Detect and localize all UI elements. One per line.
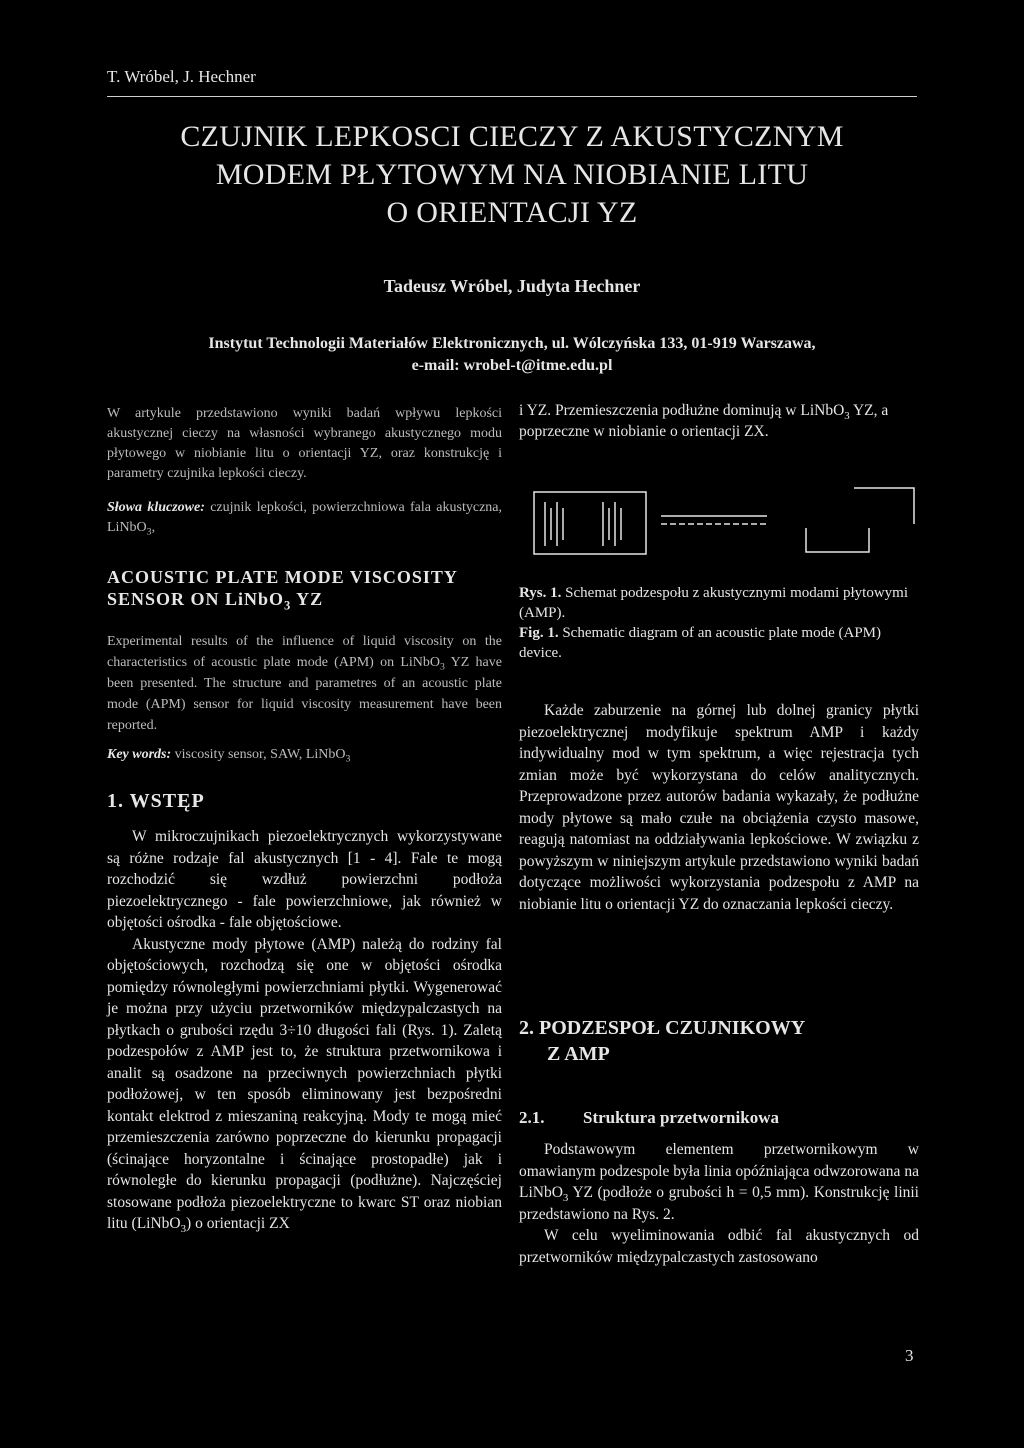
section-2-paragraph-1: Podstawowym elementem przetwornikowym w omawianym podzespole była linia opóźniająca odwzorowana na LiNbO$_3$ YZ (podłoże o grubości h = 0,5 mm). Konstrukcję linii przedstawiono na Rys. 2.	[519, 1141, 919, 1223]
section-1-body	[107, 826, 502, 1235]
plate-side-view	[661, 516, 767, 524]
keywords-en: Key words: viscosity sensor, SAW, LiNbO$_3$	[107, 747, 351, 765]
figure-1-caption	[519, 583, 919, 663]
title-line-2: MODEM PŁYTOWYM NA NIOBIANIE LITU	[215, 158, 809, 191]
section-2-paragraph-2: W celu wyeliminowania odbić fal akustycznych od przetworników międzypalczastych zastosowano	[519, 1227, 919, 1266]
affiliation	[107, 333, 917, 377]
section-1-paragraph-2: Akustyczne mody płytowe (AMP) należą do rodziny fal objętościowych, rozchodzą się one w objętości ośrodka pomiędzy równoległymi powierzchniami płytki. Wygenerować je można przy użyciu przetworników międzypalczastych na płytkach o grubości rzędu 3÷10 długości fali (Rys. 1). Zaletą podzespołów z AMP jest to, że struktura przetwornikowa i analit są osadzone na przeciwnych powierzchniach płytki podłożowej, w ten sposób eliminowany jest bezpośredni kontakt elektrod z mieszaniną reakcyjną. Mody te mogą mieć przemieszczenia zarówno poprzeczne do kierunku propagacji (ścinające horyzontalne i ścinające prostopadłe) jak i równoległe do kierunku propagacji (podłużne). Najczęściej stosowane podłoża piezoelektryczne to kwarc ST oraz niobian litu (LiNbO$_3$) o orientacji ZX	[107, 935, 502, 1235]
keywords-en-text: viscosity sensor, SAW, LiNbO	[174, 747, 346, 762]
english-title-line-2: SENSOR ON LiNbO$_3$ YZ	[107, 589, 324, 613]
right-paragraph-1: Każde zaburzenie na górnej lub dolnej granicy płytki piezoelektrycznej modyfikuje spektrum AMP i każdy indywidualny mod w tym spektrum, a więc rejestracja tych zmian może być wykorzystana do celów analitycznych. Przeprowadzone przez autorów badania wykazały, że podłużne mody płytowe są mało czułe na obciążenia czysto masowe, reagują natomiast na oddziaływania lepkościowe. W związku z powyższym w niniejszym artykule przedstawiono wyniki badań dotyczące możliwości wykorzystania podzespołu z AMP na niobianie litu o orientacji YZ do oznaczania lepkości cieczy.	[519, 702, 919, 913]
section-1-paragraph-1: W mikroczujnikach piezoelektrycznych wykorzystywane są różne rodzaje fal akustycznych [1 - 4]. Fale te mogą rozchodzić się wzdłuż powierzchni podłoża piezoelektrycznego - fale powierzchniowe, jak również w objętości ośrodka - fale objętościowe.	[107, 828, 502, 931]
keywords-pl-text: czujnik lepkości, powierzchniowa fala akustyczna, LiNbO	[107, 500, 502, 535]
section-2-1-title: Struktura przetwornikowa	[583, 1108, 779, 1127]
caption-en: Fig. 1. Schematic diagram of an acoustic plate mode (APM) device.	[519, 625, 881, 661]
figure-1-diagram	[519, 480, 919, 560]
keywords-pl-label: Słowa kluczowe:	[107, 500, 205, 515]
paper-title	[107, 118, 917, 232]
authors: Tadeusz Wróbel, Judyta Hechner	[383, 276, 641, 296]
title-line-3: O ORIENTACJI YZ	[386, 196, 638, 229]
keywords-pl	[107, 498, 502, 538]
section-2-1-number: 2.1.	[519, 1108, 545, 1127]
caption-pl: Rys. 1. Schemat podzespołu z akustycznymi modami płytowymi (AMP).	[519, 585, 909, 621]
idt-right	[603, 502, 621, 546]
keywords-en-label: Key words:	[107, 747, 172, 762]
page-number: 3	[905, 1346, 914, 1365]
section-2-1-heading	[519, 1108, 779, 1128]
abstract-en: Experimental results of the influence of liquid viscosity on the characteristics of acoustic plate mode (APM) on LiNbO$_3$ YZ have been presented. The structure and parametres of an acoustic plate mode (APM) sensor for liquid viscosity measurement have been reported.	[107, 634, 502, 733]
english-title-line-1: ACOUSTIC PLATE MODE VISCOSITY	[107, 567, 458, 587]
section-2-body	[519, 1139, 919, 1268]
right-column-continuation: i YZ. Przemieszczenia podłużne dominują w LiNbO$_3$ YZ, a poprzeczne w niobianie o orientacji ZX.	[519, 402, 889, 440]
keywords-pl-tail: ,	[151, 520, 156, 535]
keywords-pl-sub: 3	[146, 526, 152, 538]
liquid-cell	[806, 488, 914, 552]
affiliation-line-1: Instytut Technologii Materiałów Elektronicznych, ul. Wólczyńska 133, 01-919 Warszawa,	[208, 335, 816, 352]
english-title	[107, 566, 507, 613]
affiliation-email: e-mail: wrobel-t@itme.edu.pl	[411, 357, 613, 374]
running-header: T. Wróbel, J. Hechner	[107, 67, 256, 86]
abstract-pl: W artykule przedstawiono wyniki badań wpływu lepkości akustycznej cieczy na własności wybranego akustycznego modu płytowego w niobianie litu o orientacji YZ, oraz konstrukcję i parametry czujnika lepkości cieczy.	[107, 406, 502, 481]
title-line-1: CZUJNIK LEPKOSCI CIECZY Z AKUSTYCZNYM	[180, 120, 844, 153]
section-2-heading: 2. PODZESPOŁ CZUJNIKOWY Z AMP	[519, 1017, 806, 1065]
section-1-heading: 1. WSTĘP	[107, 790, 205, 812]
right-column-body	[519, 700, 919, 915]
header-rule	[107, 96, 917, 97]
idt-left	[545, 502, 563, 546]
